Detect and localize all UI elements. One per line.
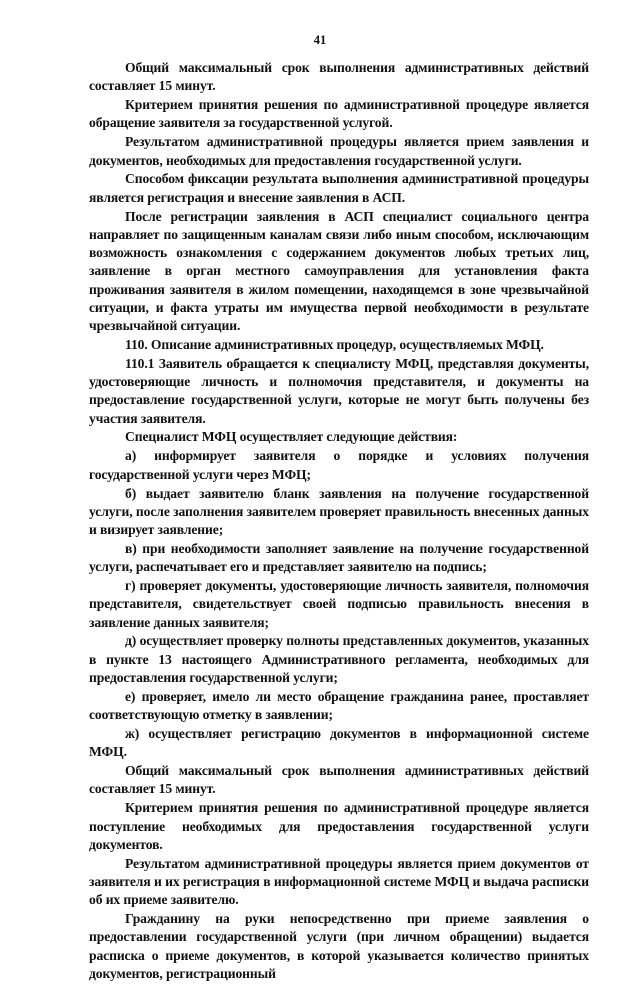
paragraph: Гражданину на руки непосредственно при приеме заявления о предоставлении государственной услуги (при личном обращении) выдается расписка о приеме документов, в которой указывается количество принятых документов, регистрационный [89, 911, 589, 981]
paragraph: Результатом административной процедуры является прием заявления и документов, необходимых для предоставления государственной услуги. [89, 134, 589, 168]
paragraph: Общий максимальный срок выполнения административных действий составляет 15 минут. [89, 763, 589, 797]
list-item: б) выдает заявителю бланк заявления на получение государственной услуги, после заполнения заявителем проверяет правильность внесенных данных и визирует заявление; [89, 485, 589, 538]
paragraph: Результатом административной процедуры является прием документов от заявителя и их регистрация в информационной системе МФЦ и выдача расписки об их приеме заявителю. [89, 855, 589, 908]
paragraph: После регистрации заявления в АСП специалист социального центра направляет по защищенным каналам связи либо иным способом, исключающим возможность ознакомления с содержанием документов любых третьих лиц, заявление в орган местного самоуправления для установления факта проживания заявителя в жилом помещении, находящемся в зоне чрезвычайной ситуации, и факта утраты им имущества первой необходимости в результате чрезвычайной ситуации. [89, 208, 589, 334]
page-number: 41 [313, 33, 327, 47]
list-item: е) проверяет, имело ли место обращение гражданина ранее, проставляет соответствующую отметку в заявлении; [89, 688, 589, 723]
list-item: в) при необходимости заполняет заявление на получение государственной услуги, распечатывает его и представляет заявителю на подпись; [89, 540, 589, 575]
list-item: а) информирует заявителя о порядке и условиях получения государственной услуги через МФЦ; [89, 448, 589, 482]
list-item: г) проверяет документы, удостоверяющие личность заявителя, полномочия представителя, свидетельствует своей подписью правильность внесения в заявление данных заявителя; [89, 578, 589, 630]
paragraph: 110.1 Заявитель обращается к специалисту МФЦ, представляя документы, удостоверяющие личность и полномочия представителя, и документы на предоставление государственной услуги, которые не могут быть получены без участия заявителя. [89, 355, 589, 426]
paragraph: Критерием принятия решения по административной процедуре является поступление необходимых для предоставления государственной услуги документов. [89, 800, 589, 852]
section-heading: 110. Описание административных процедур, осуществляемых МФЦ. [125, 336, 544, 352]
paragraph: Специалист МФЦ осуществляет следующие действия: [125, 429, 458, 445]
paragraph: Способом фиксации результата выполнения административной процедуры является регистрация и внесение заявления в АСП. [89, 171, 589, 205]
document-body [89, 59, 589, 984]
list-item: ж) осуществляет регистрацию документов в информационной системе МФЦ. [89, 725, 589, 760]
paragraph: Критерием принятия решения по административной процедуре является обращение заявителя за государственной услугой. [89, 97, 589, 131]
list-item: д) осуществляет проверку полноты представленных документов, указанных в пункте 13 настоящего Административного регламента, необходимых для предоставления государственной услуги; [89, 633, 589, 685]
paragraph: Общий максимальный срок выполнения административных действий составляет 15 минут. [89, 60, 589, 94]
